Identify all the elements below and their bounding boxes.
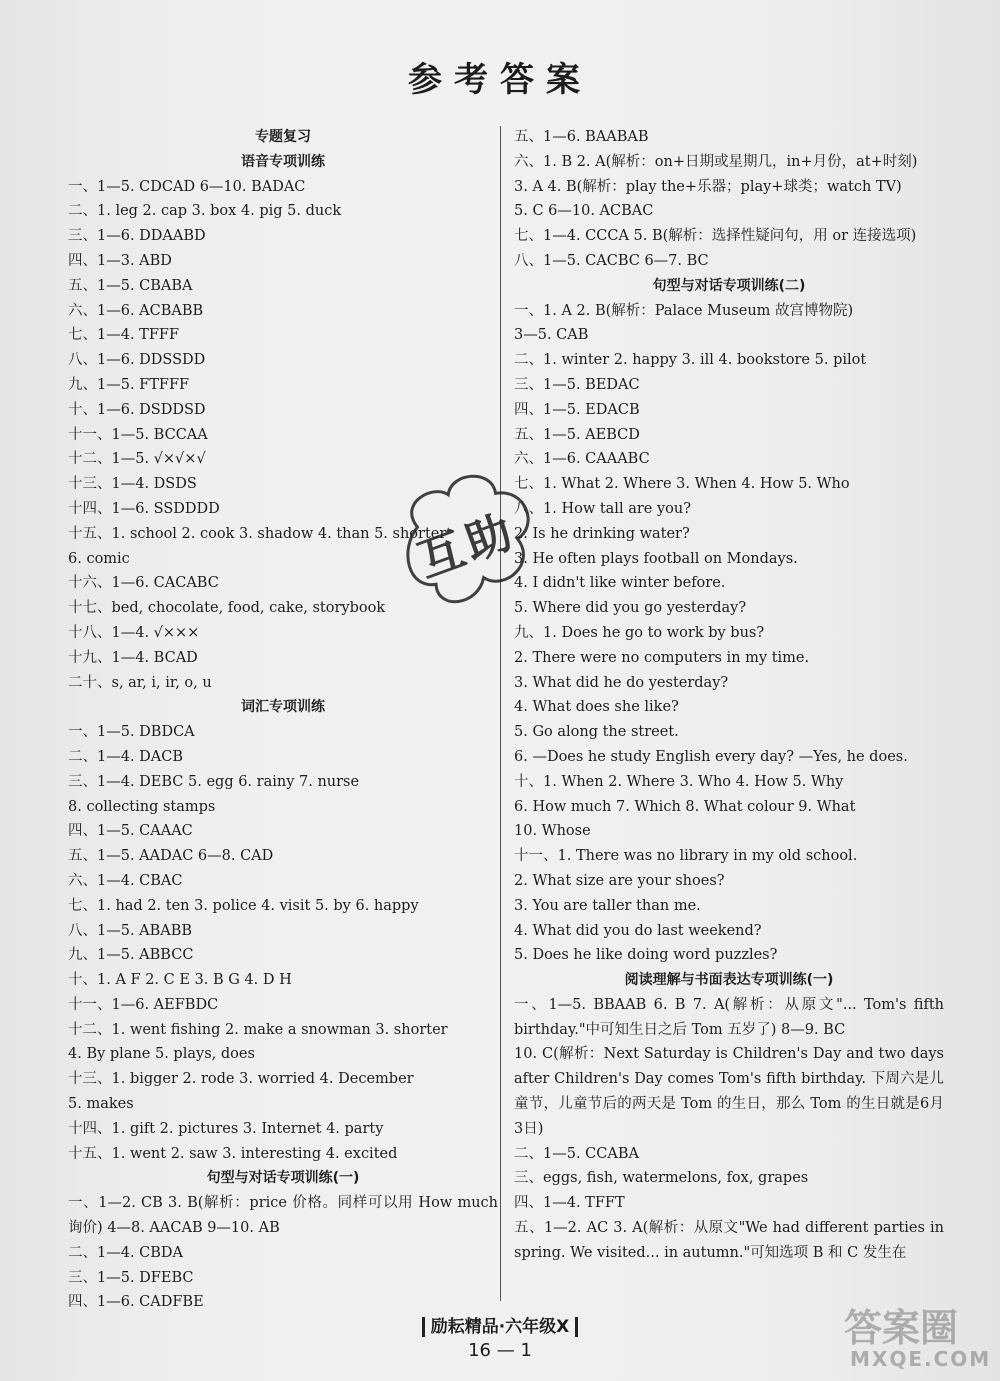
answer-line: 3. You are taller than me. bbox=[514, 897, 701, 914]
answer-line: 二、1. leg 2. cap 3. box 4. pig 5. duck bbox=[68, 203, 342, 220]
answer-line: 十九、1—4. BCAD bbox=[68, 649, 198, 666]
answer-line: 十三、1. bigger 2. rode 3. worried 4. December bbox=[68, 1071, 414, 1088]
answer-line: 十六、1—6. CACABC bbox=[68, 575, 219, 592]
answer-line: 4. What did you do last weekend? bbox=[514, 922, 762, 939]
answer-line: 十四、1—6. SSDDDD bbox=[68, 500, 220, 517]
answer-line: 三、1—5. BEDAC bbox=[514, 376, 640, 393]
answer-line: 五、1—5. AEBCD bbox=[514, 426, 640, 443]
answer-line: 十二、1—5. √×√×√ bbox=[68, 451, 206, 468]
answer-line: 一、1—2. CB 3. B(解析：price 价格。同样可以用 How much 询价) 4—8. AACAB 9—10. AB bbox=[68, 1195, 498, 1237]
answer-line: 4. By plane 5. plays, does bbox=[68, 1046, 255, 1063]
answer-line: 3. What did he do yesterday? bbox=[514, 674, 729, 691]
answer-line: 一、1. A 2. B(解析：Palace Museum 故宫博物院) bbox=[514, 302, 854, 319]
answer-line: 七、1. What 2. Where 3. When 4. How 5. Who bbox=[514, 476, 850, 493]
answer-line: 6. comic bbox=[68, 550, 130, 567]
answer-line: 5. Go along the street. bbox=[514, 724, 679, 741]
answer-line: 十三、1—4. DSDS bbox=[68, 476, 197, 493]
answer-line: 4. What does she like? bbox=[514, 699, 679, 716]
answer-line: 七、1—4. CCCA 5. B(解析：选择性疑问句，用 or 连接选项) bbox=[514, 228, 917, 245]
answer-line: 4. I didn't like winter before. bbox=[514, 575, 726, 592]
answer-line: 十七、bed, chocolate, food, cake, storybook bbox=[68, 600, 386, 617]
answer-line: 五、1—6. BAABAB bbox=[514, 129, 649, 145]
watermark-url: MXQE.COM bbox=[850, 1347, 992, 1371]
answer-line: 十四、1. gift 2. pictures 3. Internet 4. party bbox=[68, 1120, 384, 1137]
answer-line: 十一、1. There was no library in my old school. bbox=[514, 848, 858, 865]
answer-line: 三、eggs, fish, watermelons, fox, grapes bbox=[514, 1170, 809, 1187]
answer-line: 五、1—2. AC 3. A(解析：从原文"We had different parties in spring. We visited... in autumn."可知选项 B 和 C 发生在 bbox=[514, 1220, 944, 1261]
answer-line: 十八、1—4. √××× bbox=[68, 624, 200, 641]
answer-line: 六、1—4. CBAC bbox=[68, 872, 183, 889]
answer-line: 十一、1—6. AEFBDC bbox=[68, 996, 219, 1013]
answer-line: 10. Whose bbox=[514, 823, 591, 840]
answer-line: 八、1. How tall are you? bbox=[514, 500, 691, 517]
page-title: 参考答案 bbox=[408, 60, 592, 100]
answer-line: 六、1. B 2. A(解析：on+日期或星期几，in+月份，at+时刻) bbox=[514, 153, 918, 170]
section-heading: 句型与对话专项训练(一) bbox=[206, 1170, 360, 1187]
answer-line: 3. A 4. B(解析：play the+乐器；play+球类；watch TV) bbox=[514, 178, 902, 195]
watermark-text: 答案圈 bbox=[844, 1306, 959, 1350]
answer-line: 5. Does he like doing word puzzles? bbox=[514, 947, 778, 964]
answer-line: 一、1—5. BBAAB 6. B 7. A(解析：从原文"... Tom's fifth birthday."中可知生日之后 Tom 五岁了) 8—9. BC bbox=[514, 996, 944, 1038]
watermark-logo bbox=[836, 1297, 992, 1375]
answer-line: 八、1—5. CACBC 6—7. BC bbox=[514, 252, 709, 269]
stamp-text: 互助 bbox=[410, 502, 523, 588]
section-heading: 阅读理解与书面表达专项训练(一) bbox=[624, 972, 834, 989]
answer-line: 十、1—6. DSDDSD bbox=[68, 401, 206, 418]
page-number: 16 — 1 bbox=[468, 1340, 532, 1361]
footer-brand-text: 励耘精品·六年级X bbox=[422, 1317, 579, 1337]
answer-line: 一、1—5. DBDCA bbox=[68, 724, 195, 741]
answer-line: 八、1—6. DDSSDD bbox=[68, 352, 206, 369]
answer-line: 十、1. When 2. Where 3. Who 4. How 5. Why bbox=[514, 773, 844, 790]
answer-line: 二十、s, ar, i, ir, o, u bbox=[68, 674, 212, 691]
answer-line: 2. Is he drinking water? bbox=[514, 525, 690, 542]
answer-line: 九、1—5. FTFFF bbox=[68, 376, 190, 393]
answer-line: 8. collecting stamps bbox=[68, 798, 216, 815]
column-divider bbox=[500, 126, 501, 1301]
answer-line: 5. makes bbox=[68, 1096, 134, 1113]
answer-line: 四、1—3. ABD bbox=[68, 252, 172, 269]
answer-line: 四、1—4. TFFT bbox=[514, 1195, 625, 1212]
answer-line: 三、1—5. DFEBC bbox=[68, 1269, 194, 1286]
right-column bbox=[514, 125, 944, 1266]
answer-line: 6. How much 7. Which 8. What colour 9. What bbox=[514, 798, 856, 815]
answer-line: 四、1—6. CADFBE bbox=[68, 1294, 204, 1311]
answer-line: 六、1—6. ACBABB bbox=[68, 302, 204, 319]
answer-line: 五、1—5. CBABA bbox=[68, 277, 193, 294]
answer-line: 四、1—5. CAAAC bbox=[68, 823, 193, 840]
answer-line: 二、1—4. CBDA bbox=[68, 1244, 184, 1261]
answer-line: 五、1—5. AADAC 6—8. CAD bbox=[68, 848, 274, 865]
answer-line: 6. —Does he study English every day? —Yes, he does. bbox=[514, 748, 908, 765]
answer-line: 二、1—5. CCABA bbox=[514, 1145, 639, 1162]
answer-line: 二、1—4. DACB bbox=[68, 748, 184, 765]
answer-line: 六、1—6. CAAABC bbox=[514, 451, 650, 468]
answer-line: 10. C(解析：Next Saturday is Children's Day and two days after Children's Day comes Tom's fifth birthday. 下周六是儿童节，儿童节后的两天是 Tom 的生日，那么 Tom 的生日就是6月3日) bbox=[514, 1046, 944, 1137]
section-heading: 语音专项训练 bbox=[241, 153, 325, 170]
answer-line: 十五、1. school 2. cook 3. shadow 4. than 5. shorter bbox=[68, 525, 447, 542]
answer-line: 十、1. A F 2. C E 3. B G 4. D H bbox=[68, 972, 292, 989]
answer-line: 三、1—4. DEBC 5. egg 6. rainy 7. nurse bbox=[68, 773, 360, 790]
answer-line: 三、1—6. DDAABD bbox=[68, 228, 206, 245]
answer-line: 七、1—4. TFFF bbox=[68, 327, 180, 344]
answer-line: 十一、1—5. BCCAA bbox=[68, 426, 208, 443]
answer-line: 二、1. winter 2. happy 3. ill 4. bookstore 5. pilot bbox=[514, 352, 867, 369]
section-heading: 专题复习 bbox=[255, 129, 311, 145]
section-heading: 句型与对话专项训练(二) bbox=[652, 277, 806, 294]
answer-line: 七、1. had 2. ten 3. police 4. visit 5. by 6. happy bbox=[68, 897, 419, 914]
section-heading: 词汇专项训练 bbox=[241, 699, 325, 716]
answer-line: 九、1—5. ABBCC bbox=[68, 947, 194, 964]
left-column bbox=[68, 125, 498, 1315]
answer-line: 5. Where did you go yesterday? bbox=[514, 600, 747, 617]
answer-line: 5. C 6—10. ACBAC bbox=[514, 203, 654, 220]
answer-line: 2. There were no computers in my time. bbox=[514, 649, 810, 666]
answer-line: 2. What size are your shoes? bbox=[514, 872, 725, 889]
answer-line: 九、1. Does he go to work by bus? bbox=[514, 624, 765, 641]
answer-line: 十五、1. went 2. saw 3. interesting 4. excited bbox=[68, 1145, 398, 1162]
answer-line: 八、1—5. ABABB bbox=[68, 922, 193, 939]
answer-line: 3. He often plays football on Mondays. bbox=[514, 550, 798, 567]
answer-line: 四、1—5. EDACB bbox=[514, 401, 640, 418]
answer-line: 十二、1. went fishing 2. make a snowman 3. shorter bbox=[68, 1021, 448, 1038]
answer-line: 3—5. CAB bbox=[514, 327, 589, 344]
answer-line: 一、1—5. CDCAD 6—10. BADAC bbox=[68, 178, 306, 195]
